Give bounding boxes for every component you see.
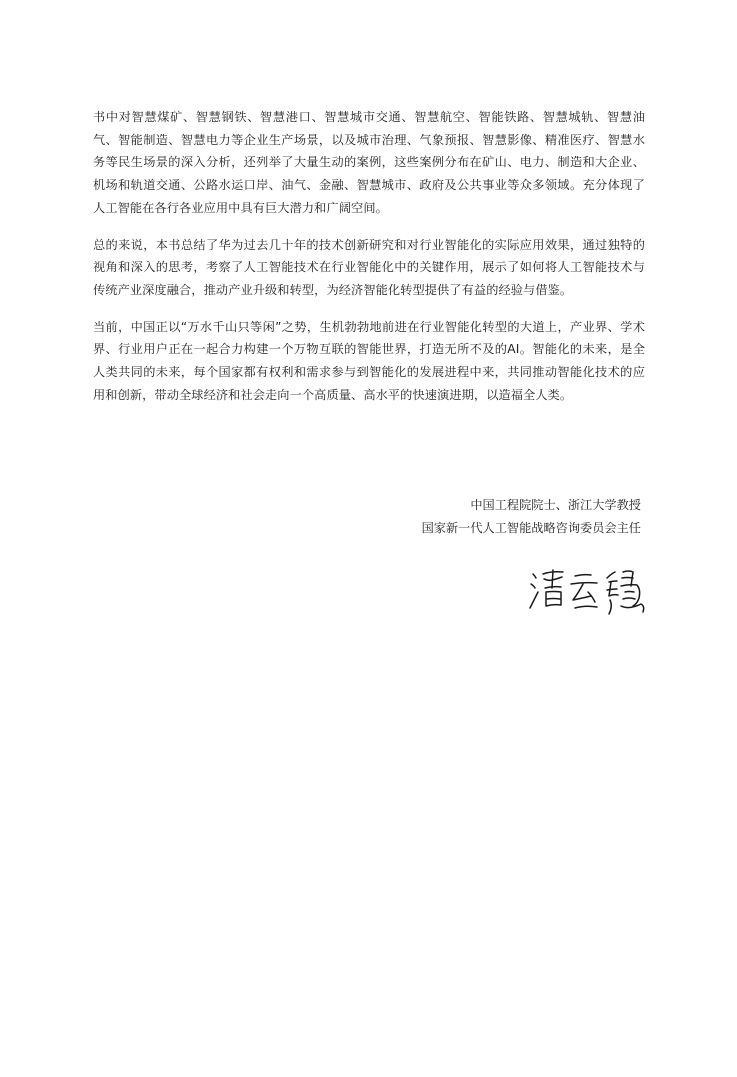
author-credentials xyxy=(422,494,641,539)
author-title-line-1: 中国工程院院士、浙江大学教授 xyxy=(470,498,641,512)
paragraph-1: 书中对智慧煤矿、智慧钢铁、智慧港口、智慧城市交通、智慧航空、智能铁路、智慧城轨、智慧油气、智能制造、智慧电力等企业生产场景，以及城市治理、气象预报、智慧影像、精准医疗、智慧水务等民生场景的深入分析，还列举了大量生动的案例，这些案例分布在矿山、电力、制造和大企业、机场和轨道交通、公路水运口岸、油气、金融、智慧城市、政府及公共事业等众多领域。充分体现了人工智能在各行各业应用中具有巨大潜力和广阔空间。 xyxy=(93,110,645,215)
body-text xyxy=(93,106,645,420)
paragraph-2: 总的来说，本书总结了华为过去几十年的技术创新研究和对行业智能化的实际应用效果，通过独特的视角和深入的思考，考察了人工智能技术在行业智能化中的关键作用，展示了如何将人工智能技术与传统产业深度融合，推动产业升级和转型，为经济智能化转型提供了有益的经验与借鉴。 xyxy=(93,237,645,297)
paragraph-3: 当前，中国正以“万水千山只等闲”之势，生机勃勃地前进在行业智能化转型的大道上，产业界、学术界、行业用户正在一起合力构建一个万物互联的智能世界，打造无所不及的AI。智能化的未来，是全人类共同的未来，每个国家都有权利和需求参与到智能化的发展进程中来，共同推动智能化技术的应用和创新，带动全球经济和社会走向一个高质量、高水平的快速演进期，以造福全人类。 xyxy=(93,319,645,402)
handwritten-signature xyxy=(525,562,651,618)
author-title-line-2: 国家新一代人工智能战略咨询委员会主任 xyxy=(421,520,641,535)
